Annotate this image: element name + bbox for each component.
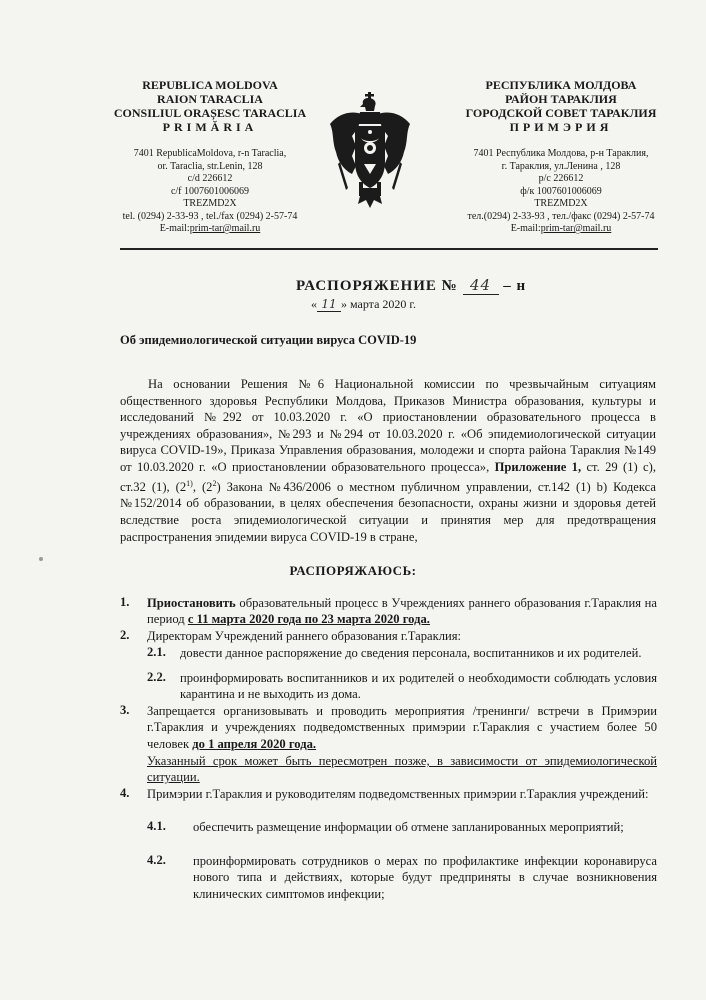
header-country: REPUBLICA MOLDOVA [142, 78, 278, 92]
item-number: 1. [120, 595, 130, 609]
header-address [436, 148, 686, 236]
scan-speck [39, 557, 43, 561]
address-line: тел.(0294) 2-33-93 , тел./факс (0294) 2-57-74 [467, 210, 655, 222]
subitem-number: 4.1. [147, 819, 166, 833]
item-note: Указанный срок может быть пересмотрен позже, в зависимости от эпидемиологической ситуации. [147, 754, 657, 785]
header-council: CONSILIUL ORAȘESC TARACLIA [113, 106, 307, 120]
address-line: tel. (0294) 2-33-93 , tel./fax (0294) 2-57-74 [122, 210, 298, 222]
address-line: c/d 226612 [187, 173, 233, 184]
address-line: c/f 1007601006069 [170, 185, 250, 197]
list-subitem: проинформировать воспитанников и их родителей о необходимости соблюдать условия карантина и не выходить из дома. [180, 671, 657, 702]
list-item [147, 703, 657, 752]
coat-of-arms-emblem [328, 92, 412, 224]
item-text: Запрещается организовывать и проводить мероприятия /тренинги/ встречи в Примэрии г.Тараклия и учреждениях подведомственных примэрии г.Тараклия с участием более 50 человек [147, 704, 657, 751]
title-suffix: – н [503, 278, 527, 294]
header-left-romanian [90, 78, 330, 236]
email-label: E-mail: [159, 223, 190, 234]
preamble-text: ст. 29 (1) с), ст.32 (1), (2 [120, 459, 656, 494]
item-period: с 11 марта 2020 года по 23 марта 2020 года. [187, 612, 430, 627]
item-number: 4. [120, 786, 130, 800]
header-address [90, 148, 330, 236]
document-title [296, 276, 526, 295]
order-heading: РАСПОРЯЖАЮСЬ: [289, 563, 417, 578]
date-day: 11 [317, 297, 341, 312]
item-number: 2. [120, 628, 130, 642]
address-line: р/с 226612 [538, 173, 584, 184]
email-line [436, 223, 686, 236]
header-district: RAION TARACLIA [157, 92, 263, 106]
address-line: г. Тараклия, ул.Ленина , 128 [501, 160, 621, 172]
email-link[interactable]: prim-tar@mail.ru [540, 223, 612, 234]
date-open-quote: « [311, 297, 317, 311]
list-item [147, 595, 657, 628]
document-number: 44 [463, 276, 499, 295]
preamble-bold: Приложение 1, [494, 459, 582, 474]
subitem-number: 2.2. [147, 670, 166, 684]
superscript: 2 [212, 478, 217, 488]
subitem-number: 4.2. [147, 853, 166, 867]
preamble-text: На основании Решения №6 Национальной комиссии по чрезвычайным ситуациям общественного здоровья Республики Молдова, Приказов Министра образования, культуры и исследований №292 от 10.03.2020 г. «О приостановлении образовательного процесса в учреждениях образования», №293 и №294 от 10.03.2020 г. «Об эпидемиологической ситуации вируса COVID-19», Приказа Управления образования, молодежи и спорта района Тараклия №149 от 10.03.2020 г. «О приостановлении образовательного процесса», [120, 377, 656, 474]
item-bold: Приостановить [147, 596, 236, 610]
address-line: ф/к 1007601006069 [520, 185, 602, 197]
item-number: 3. [120, 703, 130, 717]
header-office: ПРИМЭРИЯ [509, 120, 613, 134]
title-label: РАСПОРЯЖЕНИЕ № [296, 278, 458, 294]
item-text: образовательный процесс в Учреждениях раннего образования г.Тараклия на период [147, 596, 657, 627]
list-item: Директорам Учреждений раннего образования г.Тараклия: [147, 629, 462, 643]
preamble-text: , (2 [192, 479, 213, 494]
address-line: or. Taraclia, str.Lenin, 128 [157, 160, 263, 172]
address-line: 7401 RepublicaMoldova, r-n Taraclia, [133, 148, 287, 159]
subitem-number: 2.1. [147, 645, 166, 659]
email-label: E-mail: [510, 223, 541, 234]
email-link[interactable]: prim-tar@mail.ru [189, 223, 261, 234]
item-deadline: до 1 апреля 2020 года. [192, 736, 317, 751]
header-right-russian [436, 78, 686, 236]
header-council: ГОРОДСКОЙ СОВЕТ ТАРАКЛИЯ [465, 106, 657, 120]
superscript: 1) [186, 478, 193, 488]
header-district: РАЙОН ТАРАКЛИЯ [505, 92, 617, 106]
date-rest: » марта 2020 г. [341, 297, 416, 311]
document-date [311, 297, 416, 312]
address-line: TREZMD2X [534, 198, 588, 209]
address-line: TREZMD2X [183, 198, 237, 209]
preamble-text: ) Закона №436/2006 о местном публичном управлении, ст.142 (1) b) Кодекса №152/2014 об образовании, в целях обеспечения безопасности, охраны жизни и здоровья детей вследствие роста эпидемиологической ситуации и принятия мер для предотвращения распространения эпидемии вируса COVID-19 в стране, [120, 479, 656, 544]
preamble-paragraph [120, 376, 656, 545]
header-office: PRIMĂRIA [162, 120, 258, 134]
document-subject: Об эпидемиологической ситуации вируса COVID-19 [120, 333, 417, 347]
header-country: РЕСПУБЛИКА МОЛДОВА [485, 78, 637, 92]
list-subitem: обеспечить размещение информации об отмене запланированных мероприятий; [193, 820, 624, 834]
list-subitem: довести данное распоряжение до сведения персонала, воспитанников и их родителей. [180, 646, 642, 660]
list-item: Примэрии г.Тараклия и руководителям подведомственных примэрии г.Тараклия учреждений: [147, 787, 649, 801]
list-subitem: проинформировать сотрудников о мерах по профилактике инфекции коронавируса нового типа и действиях, которые будут предприняты в случае возникновения клинических симптомов инфекции; [193, 854, 657, 901]
email-line [90, 223, 330, 236]
address-line: 7401 Республика Молдова, р-н Тараклия, [473, 148, 649, 159]
header-divider [120, 248, 658, 250]
